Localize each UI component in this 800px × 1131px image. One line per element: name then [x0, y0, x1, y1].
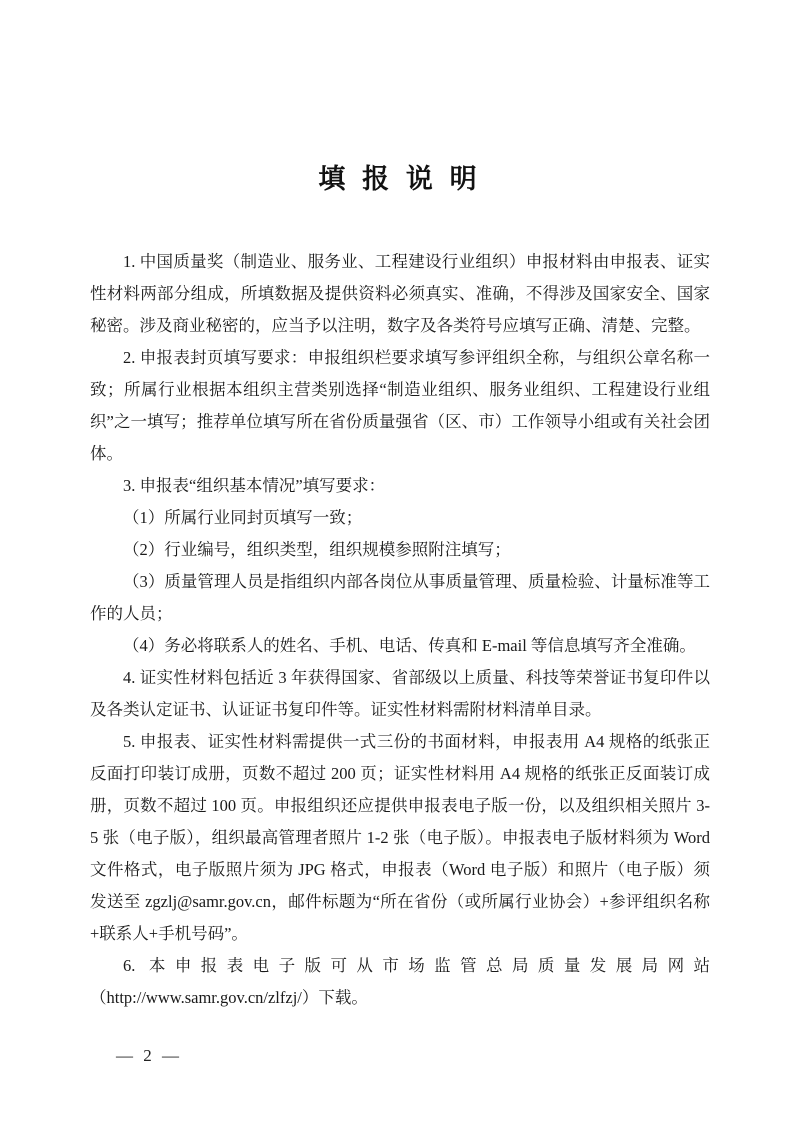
paragraph: 6. 本申报表电子版可从市场监管总局质量发展局网站（http://www.samr.gov.cn/zlfzj/）下载。 [90, 956, 710, 1007]
page-number: — 2 — [116, 1046, 182, 1065]
page-title: 填 报 说 明 [318, 164, 482, 194]
paragraph: 3. 申报表“组织基本情况”填写要求： [123, 476, 386, 495]
paragraph: （1）所属行业同封页填写一致； [123, 508, 363, 527]
paragraph: （4）务必将联系人的姓名、手机、电话、传真和 E-mail 等信息填写齐全准确。 [123, 636, 696, 655]
paragraph: （3）质量管理人员是指组织内部各岗位从事质量管理、质量检验、计量标准等工作的人员； [90, 572, 710, 623]
paragraph: 4. 证实性材料包括近 3 年获得国家、省部级以上质量、科技等荣誉证书复印件以及各类认定证书、认证证书复印件等。证实性材料需附材料清单目录。 [90, 668, 710, 719]
paragraph: （2）行业编号，组织类型，组织规模参照附注填写； [123, 540, 511, 559]
document-body [90, 246, 710, 1014]
paragraph: 5. 申报表、证实性材料需提供一式三份的书面材料，申报表用 A4 规格的纸张正反面打印装订成册，页数不超过 200 页；证实性材料用 A4 规格的纸张正反面装订成册，页数不超过 100 页。申报组织还应提供申报表电子版一份，以及组织相关照片 3-5 张（电子版），组织最高管理者照片 1-2 张（电子版）。申报表电子版材料须为 Word 文件格式，电子版照片须为 JPG 格式，申报表（Word 电子版）和照片（电子版）须发送至 zgzlj@samr.gov.cn，邮件标题为“所在省份（或所属行业协会）+参评组织名称+联系人+手机号码”。 [90, 732, 710, 943]
paragraph: 1. 中国质量奖（制造业、服务业、工程建设行业组织）申报材料由申报表、证实性材料两部分组成，所填数据及提供资料必须真实、准确，不得涉及国家安全、国家秘密。涉及商业秘密的，应当予以注明，数字及各类符号应填写正确、清楚、完整。 [90, 252, 710, 335]
paragraph: 2. 申报表封页填写要求：申报组织栏要求填写参评组织全称，与组织公章名称一致；所属行业根据本组织主营类别选择“制造业组织、服务业组织、工程建设行业组织”之一填写；推荐单位填写所在省份质量强省（区、市）工作领导小组或有关社会团体。 [90, 348, 710, 463]
